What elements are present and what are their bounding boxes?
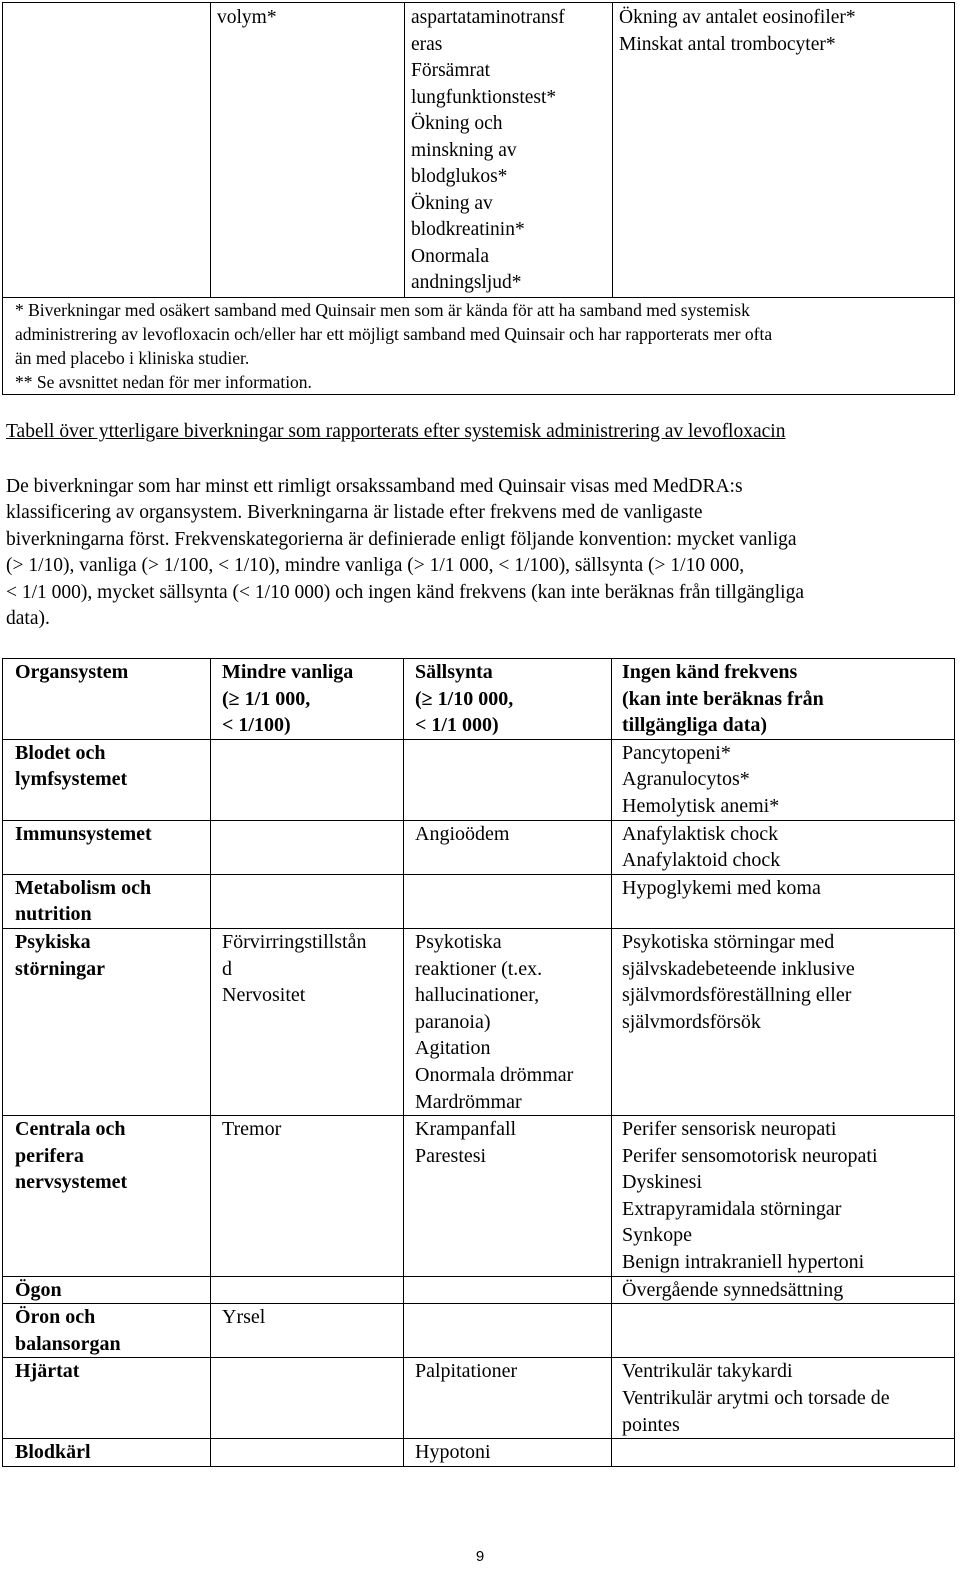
frequency-cell <box>612 1358 955 1439</box>
section-heading: Tabell över ytterligare biverkningar som rapporterats efter systemisk administrering av levofloxacin <box>6 421 786 442</box>
cell-line: Ökning och <box>411 113 503 134</box>
cell-line: (≥ 1/1 000, <box>222 687 311 710</box>
cell-line: hallucinationer, <box>415 984 540 1007</box>
cell-line: Tremor <box>222 1118 282 1141</box>
frequency-cell <box>612 1439 955 1467</box>
cell-line: blodkreatinin* <box>411 219 525 240</box>
cell-line: pointes <box>622 1413 680 1436</box>
header-row <box>3 659 955 740</box>
cell-line: Anafylaktoid chock <box>622 849 781 872</box>
cell-line: Blodet och <box>15 741 106 764</box>
cell-line: lymfsystemet <box>15 768 128 791</box>
frequency-cell <box>404 1358 612 1439</box>
cell-line: Perifer sensorisk neuropati <box>622 1118 837 1141</box>
cell-text: volym* <box>217 7 277 28</box>
cell-line: självmordsföreställning eller <box>622 984 852 1007</box>
frequency-cell <box>404 1439 612 1467</box>
cell-line: Immunsystemet <box>15 822 152 845</box>
cell-line: Försämrat <box>411 60 491 81</box>
table-row <box>3 1358 955 1439</box>
footnote-line: än med placebo i kliniska studier. <box>15 347 250 368</box>
organ-system-cell <box>3 1304 211 1358</box>
cell-line: Agranulocytos* <box>622 768 750 791</box>
frequency-cell <box>211 1116 404 1277</box>
organ-system-cell <box>3 1276 211 1304</box>
intro-line: < 1/1 000), mycket sällsynta (< 1/10 000) och ingen känd frekvens (kan inte beräknas från tillgängliga <box>6 581 804 603</box>
cell-line: < 1/100) <box>222 714 291 737</box>
continued-adverse-reactions-table <box>2 2 955 395</box>
table-row <box>3 3 955 298</box>
cell-line: Psykiska <box>15 930 91 953</box>
cell-line: Yrsel <box>222 1306 266 1329</box>
cell-line: Öron och <box>15 1306 96 1329</box>
cell-line: Psykotiska störningar med <box>622 930 835 953</box>
frequency-cell <box>404 820 612 874</box>
cell-line: Synkope <box>622 1224 692 1247</box>
frequency-cell <box>211 820 404 874</box>
organ-cell <box>3 3 211 298</box>
cell-line: Ökning av antalet eosinofiler* <box>619 7 856 28</box>
cell-line: Perifer sensomotorisk neuropati <box>622 1144 878 1167</box>
cell-line: andningsljud* <box>411 272 522 293</box>
cell-line: paranoia) <box>415 1010 491 1033</box>
intro-line: De biverkningar som har minst ett rimligt orsakssamband med Quinsair visas med MedDRA:s <box>6 476 743 497</box>
cell-line: Organsystem <box>15 661 129 683</box>
cell-line: tillgängliga data) <box>622 714 768 737</box>
frequency-cell <box>211 1276 404 1304</box>
frequency-cell <box>612 1304 955 1358</box>
footnote-row <box>3 297 955 394</box>
cell-line: Hemolytisk anemi* <box>622 794 780 817</box>
frequency-cell <box>612 820 955 874</box>
frequency-cell <box>211 928 404 1115</box>
cell-line: Hypotoni <box>415 1441 491 1464</box>
intro-line: biverkningarna först. Frekvenskategorierna är definierade enligt följande konvention: mycket vanliga <box>6 528 797 550</box>
frequency-cell <box>612 1276 955 1304</box>
cell-line: eras <box>411 33 443 55</box>
cell-line: Extrapyramidala störningar <box>622 1197 842 1220</box>
cell-line: blodglukos* <box>411 166 508 187</box>
cell-line: Anafylaktisk chock <box>622 822 779 845</box>
frequency-cell <box>404 739 612 820</box>
frequency-cell <box>211 1304 404 1358</box>
organ-system-cell <box>3 739 211 820</box>
table-row <box>3 820 955 874</box>
organ-system-cell <box>3 1358 211 1439</box>
cell-line: perifera <box>15 1144 84 1167</box>
cell-line: Psykotiska <box>415 930 502 953</box>
organ-system-cell <box>3 1116 211 1277</box>
table-row <box>3 928 955 1115</box>
cell-line: minskning av <box>411 139 517 161</box>
cell-line: Nervositet <box>222 984 306 1007</box>
frequency-cell <box>211 739 404 820</box>
frequency-cell <box>612 928 955 1115</box>
cell-line: Hypoglykemi med koma <box>622 876 821 899</box>
cell-line: Hjärtat <box>15 1360 80 1383</box>
cell-line: Sällsynta <box>415 661 493 683</box>
cell-line: Dyskinesi <box>622 1171 702 1194</box>
cell-line: Palpitationer <box>415 1360 518 1383</box>
frequency-cell <box>612 874 955 928</box>
cell-line: självmordsförsök <box>622 1010 761 1033</box>
organ-system-cell <box>3 820 211 874</box>
cell-line: nutrition <box>15 903 92 926</box>
cell-line: Ventrikulär arytmi och torsade de <box>622 1387 890 1410</box>
frequency-cell <box>405 3 613 298</box>
cell-line: aspartataminotransf <box>411 7 565 28</box>
intro-line: klassificering av organsystem. Biverkningarna är listade efter frekvens med de vanligaste <box>6 502 703 524</box>
frequency-cell <box>404 1276 612 1304</box>
cell-line: självskadebeteende inklusive <box>622 957 855 980</box>
table-row <box>3 1116 955 1277</box>
frequency-cell <box>613 3 955 298</box>
cell-line: reaktioner (t.ex. <box>415 957 543 980</box>
frequency-cell <box>404 1304 612 1358</box>
table-row <box>3 739 955 820</box>
frequency-cell <box>211 874 404 928</box>
column-header <box>3 659 211 740</box>
page-number: 9 <box>475 1548 485 1565</box>
footnote-line: ** Se avsnittet nedan för mer information. <box>15 371 312 392</box>
cell-line: (kan inte beräknas från <box>622 687 824 710</box>
cell-line: Blodkärl <box>15 1441 91 1464</box>
cell-line: (≥ 1/10 000, <box>415 687 514 710</box>
cell-line: lungfunktionstest* <box>411 86 557 108</box>
table-row <box>3 874 955 928</box>
cell-line: Pancytopeni* <box>622 741 731 764</box>
table-row <box>3 1439 955 1467</box>
column-header <box>211 659 404 740</box>
cell-line: Mardrömmar <box>415 1090 522 1113</box>
frequency-cell <box>404 928 612 1115</box>
frequency-cell <box>404 874 612 928</box>
cell-line: Metabolism och <box>15 876 152 899</box>
cell-line: Mindre vanliga <box>222 661 354 683</box>
cell-line: Angioödem <box>415 822 510 845</box>
organ-system-cell <box>3 874 211 928</box>
cell-line: nervsystemet <box>15 1171 128 1194</box>
intro-paragraph <box>6 474 951 632</box>
cell-line: d <box>222 957 232 980</box>
cell-line: Onormala <box>411 245 489 267</box>
cell-line: Ventrikulär takykardi <box>622 1360 793 1383</box>
footnote-line: administrering av levofloxacin och/eller har ett möjligt samband med Quinsair och har rapporterats mer ofta <box>15 323 773 344</box>
frequency-cell <box>404 1116 612 1277</box>
frequency-cell <box>612 1116 955 1277</box>
cell-line: Förvirringstillstån <box>222 930 367 953</box>
cell-line: Onormala drömmar <box>415 1063 574 1086</box>
footnote-cell <box>3 297 955 394</box>
cell-line: Krampanfall <box>415 1118 517 1141</box>
adverse-reactions-table <box>2 658 955 1467</box>
cell-line: Ögon <box>15 1278 62 1301</box>
cell-line: Benign intrakraniell hypertoni <box>622 1251 865 1274</box>
organ-system-cell <box>3 928 211 1115</box>
cell-line: störningar <box>15 957 105 980</box>
footnote-line: * Biverkningar med osäkert samband med Quinsair men som är kända för att ha samband med systemisk <box>15 299 750 320</box>
cell-line: Agitation <box>415 1037 491 1060</box>
cell-line: balansorgan <box>15 1332 121 1355</box>
column-header <box>404 659 612 740</box>
table-row <box>3 1276 955 1304</box>
cell-line: Ökning av <box>411 192 493 214</box>
organ-system-cell <box>3 1439 211 1467</box>
cell-line: Minskat antal trombocyter* <box>619 33 836 55</box>
frequency-cell <box>211 1358 404 1439</box>
intro-line: (> 1/10), vanliga (> 1/100, < 1/10), mindre vanliga (> 1/1 000, < 1/100), sällsynta (> 1/10 000, <box>6 555 745 577</box>
cell-line: Övergående synnedsättning <box>622 1278 844 1301</box>
cell-line: < 1/1 000) <box>415 714 499 737</box>
cell-line: Centrala och <box>15 1118 126 1141</box>
table-row <box>3 1304 955 1358</box>
frequency-cell <box>211 3 405 298</box>
cell-line: Ingen känd frekvens <box>622 661 798 683</box>
frequency-cell <box>211 1439 404 1467</box>
frequency-cell <box>612 739 955 820</box>
intro-line: data). <box>6 608 50 630</box>
column-header <box>612 659 955 740</box>
cell-line: Parestesi <box>415 1144 487 1167</box>
